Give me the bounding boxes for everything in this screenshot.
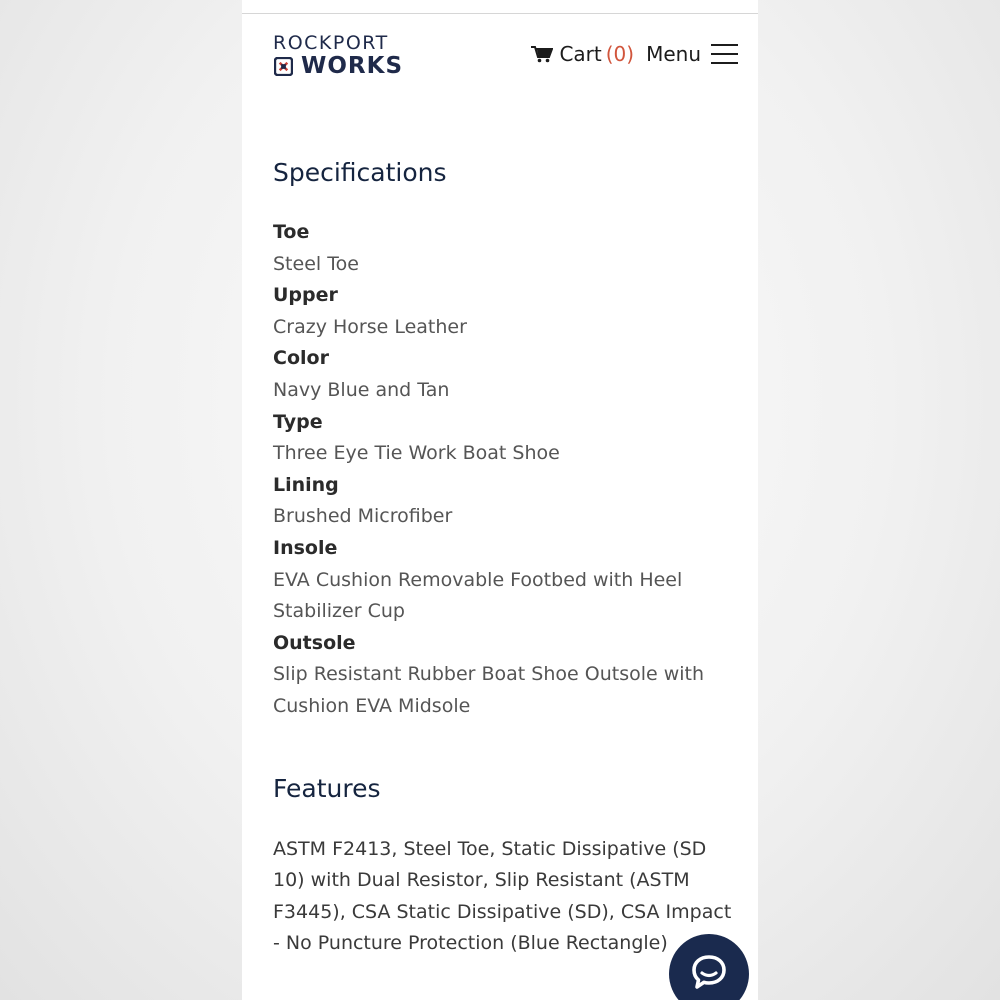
spec-label-color: Color	[273, 347, 329, 370]
product-details	[273, 155, 733, 960]
spec-label-toe: Toe	[273, 221, 310, 243]
specifications-list	[273, 217, 733, 723]
brand-name-line1: ROCKPORT	[273, 32, 389, 54]
spec-value-type: Three Eye Tie Work Boat Shoe	[273, 442, 560, 465]
spec-label-type: Type	[273, 410, 323, 433]
cart-count-badge[interactable]: (0)	[605, 42, 635, 66]
spec-label-lining: Lining	[273, 473, 339, 496]
chat-button[interactable]	[669, 934, 749, 1000]
spec-value-insole: EVA Cushion Removable Footbed with Heel Stabilizer Cup	[273, 568, 683, 623]
spec-label-insole: Insole	[273, 536, 338, 559]
cart-icon[interactable]	[531, 45, 553, 63]
menu-button-label[interactable]: Menu	[646, 42, 701, 66]
top-divider	[242, 13, 758, 14]
rockport-logo-mark-icon	[274, 57, 293, 76]
brand-logo[interactable]	[273, 34, 433, 80]
spec-value-color: Navy Blue and Tan	[273, 378, 450, 401]
specifications-heading: Specifications	[273, 158, 447, 187]
spec-value-upper: Crazy Horse Leather	[273, 315, 467, 338]
spec-value-toe: Steel Toe	[273, 252, 359, 275]
features-heading: Features	[273, 773, 381, 803]
header-nav	[531, 40, 738, 68]
chat-bubble-icon	[689, 952, 729, 992]
spec-value-lining: Brushed Microfiber	[273, 505, 453, 528]
cart-link[interactable]: Cart	[559, 42, 602, 66]
mobile-page	[242, 0, 758, 1000]
spec-label-upper: Upper	[273, 284, 338, 307]
hamburger-menu-icon[interactable]	[711, 42, 738, 66]
spec-label-outsole: Outsole	[273, 631, 356, 654]
features-text: ASTM F2413, Steel Toe, Static Dissipative (SD 10) with Dual Resistor, Slip Resistant (ASTM F3445), CSA Static Dissipative (SD), CSA Impact - No Puncture Protection (Blue Rectangle)	[273, 837, 732, 955]
brand-name-line2: WORKS	[301, 53, 404, 79]
spec-value-outsole: Slip Resistant Rubber Boat Shoe Outsole with Cushion EVA Midsole	[273, 663, 705, 717]
